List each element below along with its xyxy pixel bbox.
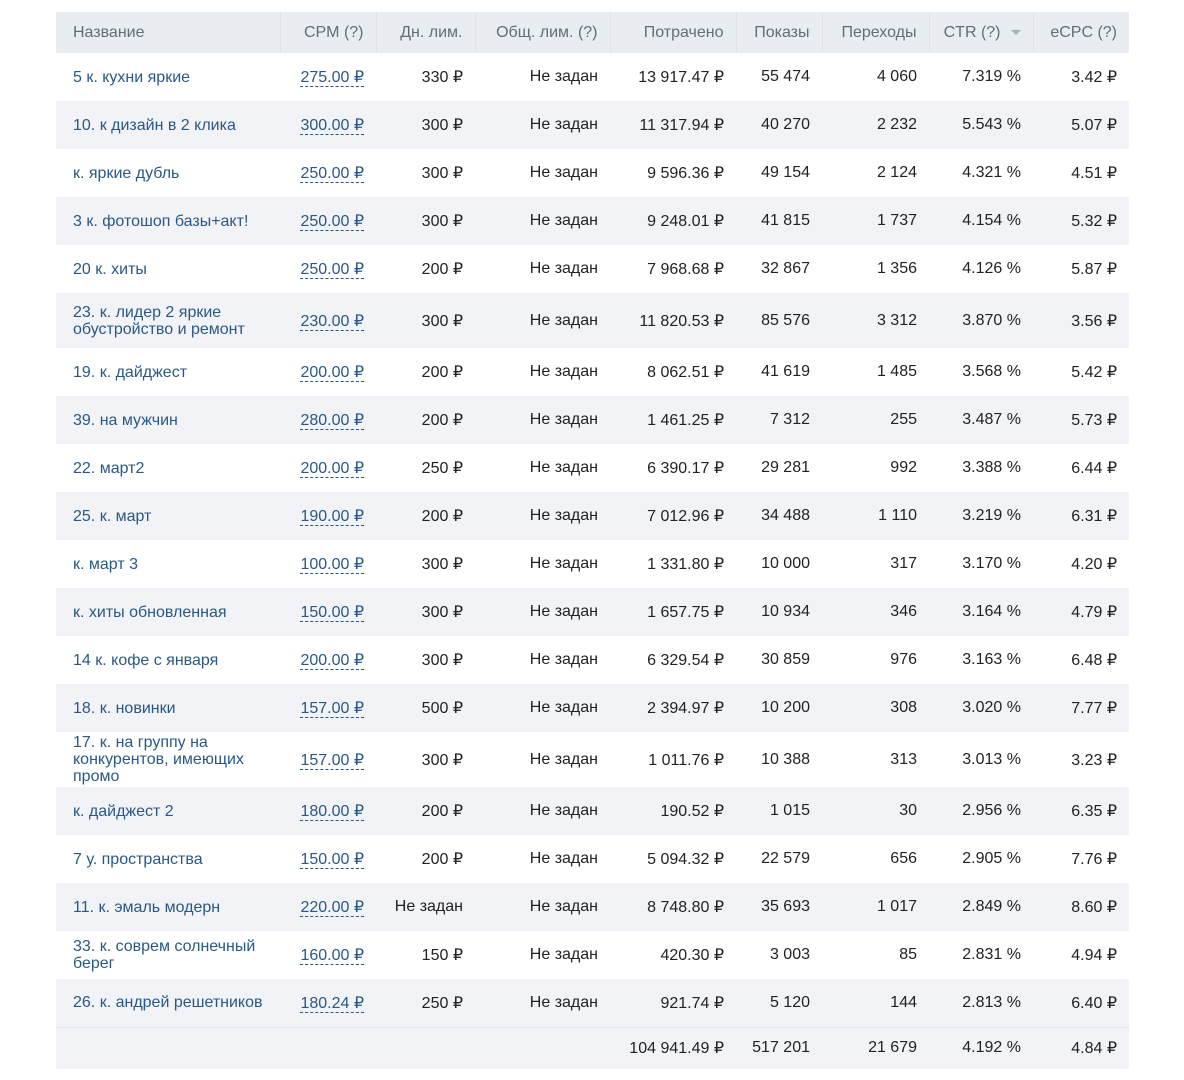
cell-total-limit: Не задан xyxy=(529,212,598,229)
cpm-edit-link[interactable]: 200.00 ₽ xyxy=(300,364,364,381)
cpm-edit-link[interactable]: 190.00 ₽ xyxy=(300,508,364,525)
table-row xyxy=(56,883,1129,931)
cell-ecpc: 7.77 ₽ xyxy=(1071,700,1117,717)
cell-impressions: 55 474 xyxy=(761,68,810,85)
col-header-name[interactable]: Название xyxy=(56,12,280,53)
cell-spent: 6 329.54 ₽ xyxy=(647,652,724,669)
cell-cpm xyxy=(280,492,376,540)
cell-daily-limit: 300 ₽ xyxy=(421,165,463,182)
cell-spent: 11 317.94 ₽ xyxy=(639,117,724,134)
cell-spent: 1 461.25 ₽ xyxy=(647,412,724,429)
cell-cpm xyxy=(280,197,376,245)
campaign-stats-table xyxy=(56,12,1129,1069)
cell-name[interactable]: 7 у. пространства xyxy=(73,850,203,868)
cell-impressions: 10 934 xyxy=(761,603,810,620)
cell-ecpc: 8.60 ₽ xyxy=(1071,899,1117,916)
totals-row xyxy=(56,1027,1129,1069)
table-row xyxy=(56,197,1129,245)
cell-total-limit: Не задан xyxy=(529,603,598,620)
cell-ctr: 2.905 % xyxy=(962,850,1021,867)
table-row xyxy=(56,540,1129,588)
cell-ctr: 2.956 % xyxy=(962,802,1021,819)
cell-ctr: 3.870 % xyxy=(962,311,1021,329)
cpm-edit-link[interactable]: 230.00 ₽ xyxy=(300,312,364,330)
cpm-edit-link[interactable]: 160.00 ₽ xyxy=(300,947,364,964)
cell-ecpc: 5.07 ₽ xyxy=(1071,117,1117,134)
cell-ecpc: 4.79 ₽ xyxy=(1071,604,1117,621)
cell-cpm xyxy=(280,540,376,588)
cpm-edit-link[interactable]: 250.00 ₽ xyxy=(300,261,364,278)
cpm-edit-link[interactable]: 180.00 ₽ xyxy=(300,803,364,820)
cell-clicks: 976 xyxy=(890,651,917,668)
cell-name[interactable]: к. хиты обновленная xyxy=(73,603,227,621)
cell-name[interactable]: 33. к. соврем солнечный берег xyxy=(73,938,256,972)
cell-daily-limit: 330 ₽ xyxy=(421,69,463,86)
cell-impressions: 29 281 xyxy=(761,459,810,476)
cell-cpm xyxy=(280,293,376,348)
cell-clicks: 992 xyxy=(890,459,917,476)
cpm-edit-link[interactable]: 300.00 ₽ xyxy=(300,117,364,134)
cell-name[interactable]: 5 к. кухни яркие xyxy=(73,68,191,86)
cell-name[interactable]: 18. к. новинки xyxy=(73,699,176,717)
cell-cpm xyxy=(280,245,376,293)
cell-spent: 1 657.75 ₽ xyxy=(647,604,724,621)
cell-total-limit: Не задан xyxy=(529,750,598,768)
cell-daily-limit: 300 ₽ xyxy=(421,213,463,230)
cell-impressions: 34 488 xyxy=(761,507,810,524)
col-header-cpm[interactable]: CPM (?) xyxy=(280,12,376,53)
cell-daily-limit: 150 ₽ xyxy=(421,947,463,964)
table-row xyxy=(56,53,1129,101)
col-header-impressions[interactable]: Показы xyxy=(736,12,822,53)
cell-daily-limit: 250 ₽ xyxy=(421,460,463,477)
cpm-edit-link[interactable]: 220.00 ₽ xyxy=(300,899,364,916)
total-clicks: 21 679 xyxy=(868,1039,917,1057)
cell-clicks: 317 xyxy=(890,555,917,572)
cell-spent: 2 394.97 ₽ xyxy=(647,700,724,717)
cell-ecpc: 5.87 ₽ xyxy=(1071,261,1117,278)
cell-cpm xyxy=(280,444,376,492)
cell-ecpc: 5.42 ₽ xyxy=(1071,364,1117,381)
cell-spent: 8 748.80 ₽ xyxy=(647,899,724,916)
cell-ecpc: 6.44 ₽ xyxy=(1071,460,1117,477)
cpm-edit-link[interactable]: 100.00 ₽ xyxy=(300,556,364,573)
cell-cpm xyxy=(280,149,376,197)
cell-impressions: 10 200 xyxy=(761,699,810,716)
cell-impressions: 3 003 xyxy=(769,946,810,963)
cell-spent: 8 062.51 ₽ xyxy=(647,364,724,381)
cell-cpm xyxy=(280,636,376,684)
cell-daily-limit: 300 ₽ xyxy=(421,604,463,621)
cell-cpm xyxy=(280,53,376,101)
cell-impressions: 40 270 xyxy=(761,116,810,133)
table-row xyxy=(56,492,1129,540)
totals-empty xyxy=(376,1027,475,1069)
cpm-edit-link[interactable]: 180.24 ₽ xyxy=(300,994,364,1012)
cell-daily-limit: 200 ₽ xyxy=(421,803,463,820)
cell-total-limit: Не задан xyxy=(529,164,598,181)
cell-impressions: 7 312 xyxy=(769,411,810,428)
cell-impressions: 49 154 xyxy=(761,164,810,181)
cell-ecpc: 7.76 ₽ xyxy=(1071,851,1117,868)
cell-ecpc: 6.31 ₽ xyxy=(1071,508,1117,525)
cell-ctr: 2.831 % xyxy=(962,946,1021,963)
cell-clicks: 308 xyxy=(890,699,917,716)
cell-ecpc: 6.40 ₽ xyxy=(1071,994,1117,1012)
cell-ctr: 3.170 % xyxy=(962,555,1021,572)
cell-daily-limit: 200 ₽ xyxy=(421,261,463,278)
cell-name[interactable]: 11. к. эмаль модерн xyxy=(73,898,221,916)
cell-impressions: 30 859 xyxy=(761,651,810,668)
cell-spent: 6 390.17 ₽ xyxy=(647,460,724,477)
table-row xyxy=(56,684,1129,732)
cell-ctr: 5.543 % xyxy=(962,116,1021,133)
table-row xyxy=(56,636,1129,684)
cpm-edit-link[interactable]: 200.00 ₽ xyxy=(300,460,364,477)
cell-name[interactable]: 14 к. кофе с января xyxy=(73,651,219,669)
cell-daily-limit: 200 ₽ xyxy=(421,508,463,525)
cell-cpm xyxy=(280,101,376,149)
cell-clicks: 346 xyxy=(890,603,917,620)
cpm-edit-link[interactable]: 280.00 ₽ xyxy=(300,412,364,429)
cell-total-limit: Не задан xyxy=(529,651,598,668)
cell-name[interactable]: 10. к дизайн в 2 клика xyxy=(73,116,236,134)
cell-ctr: 3.388 % xyxy=(962,459,1021,476)
cell-clicks: 1 110 xyxy=(878,507,917,524)
cell-impressions: 32 867 xyxy=(761,260,810,277)
cell-cpm xyxy=(280,732,376,787)
cell-total-limit: Не задан xyxy=(529,459,598,476)
cell-total-limit: Не задан xyxy=(529,699,598,716)
cell-impressions: 22 579 xyxy=(761,850,810,867)
cell-ctr: 4.154 % xyxy=(962,212,1021,229)
cpm-edit-link[interactable]: 200.00 ₽ xyxy=(300,652,364,669)
cell-ecpc: 3.42 ₽ xyxy=(1071,69,1117,86)
col-header-ecpc[interactable]: eCPC (?) xyxy=(1033,12,1129,53)
col-header-spent[interactable]: Потрачено xyxy=(610,12,736,53)
table-row xyxy=(56,101,1129,149)
cell-total-limit: Не задан xyxy=(529,260,598,277)
cell-spent: 921.74 ₽ xyxy=(660,994,724,1012)
cell-impressions: 41 815 xyxy=(761,212,810,229)
cell-name[interactable]: 22. март2 xyxy=(73,459,145,477)
cell-total-limit: Не задан xyxy=(529,507,598,524)
cell-clicks: 2 124 xyxy=(876,164,917,181)
cell-spent: 7 012.96 ₽ xyxy=(647,508,724,525)
cell-clicks: 656 xyxy=(890,850,917,867)
cell-cpm xyxy=(280,787,376,835)
cell-ctr: 2.849 % xyxy=(962,898,1021,915)
cell-name[interactable]: 17. к. на группу на конкурентов, имеющих промо xyxy=(73,734,244,785)
cell-daily-limit: 250 ₽ xyxy=(421,994,463,1012)
cell-clicks: 1 737 xyxy=(876,212,917,229)
col-header-total-limit[interactable]: Общ. лим. (?) xyxy=(475,12,610,53)
cell-spent: 9 248.01 ₽ xyxy=(647,213,724,230)
totals-empty xyxy=(56,1027,280,1069)
cell-total-limit: Не задан xyxy=(529,363,598,380)
cpm-edit-link[interactable]: 157.00 ₽ xyxy=(300,700,364,717)
cpm-edit-link[interactable]: 150.00 ₽ xyxy=(300,851,364,868)
cell-clicks: 3 312 xyxy=(876,311,917,329)
cell-name[interactable]: 25. к. март xyxy=(73,507,152,525)
cell-cpm xyxy=(280,588,376,636)
cell-total-limit: Не задан xyxy=(529,898,598,915)
cpm-edit-link[interactable]: 157.00 ₽ xyxy=(300,751,364,769)
cell-clicks: 2 232 xyxy=(876,116,917,133)
col-header-clicks[interactable]: Переходы xyxy=(822,12,929,53)
cell-cpm xyxy=(280,348,376,396)
table-row xyxy=(56,732,1129,787)
cell-total-limit: Не задан xyxy=(529,411,598,428)
campaign-stats-panel xyxy=(56,12,1129,1069)
totals-empty xyxy=(475,1027,610,1069)
table-row xyxy=(56,293,1129,348)
cell-spent: 1 011.76 ₽ xyxy=(648,751,724,769)
col-header-ctr-label: CTR (?) xyxy=(943,23,1001,41)
cell-daily-limit: 200 ₽ xyxy=(421,412,463,429)
cell-spent: 1 331.80 ₽ xyxy=(647,556,724,573)
cell-daily-limit: 300 ₽ xyxy=(421,312,463,330)
cell-daily-limit: 300 ₽ xyxy=(421,652,463,669)
cell-ctr: 4.321 % xyxy=(962,164,1021,181)
cell-daily-limit: 300 ₽ xyxy=(421,751,463,769)
table-row xyxy=(56,835,1129,883)
cell-total-limit: Не задан xyxy=(529,850,598,867)
cell-clicks: 4 060 xyxy=(876,68,917,85)
totals-empty xyxy=(280,1027,376,1069)
total-ecpc: 4.84 ₽ xyxy=(1071,1040,1117,1058)
cell-total-limit: Не задан xyxy=(529,555,598,572)
cell-name[interactable]: 20 к. хиты xyxy=(73,260,147,278)
table-row xyxy=(56,396,1129,444)
table-row xyxy=(56,931,1129,979)
cell-ecpc: 4.51 ₽ xyxy=(1071,165,1117,182)
table-row xyxy=(56,149,1129,197)
table-row xyxy=(56,588,1129,636)
total-spent: 104 941.49 ₽ xyxy=(629,1040,724,1058)
cell-cpm xyxy=(280,396,376,444)
cell-ecpc: 5.73 ₽ xyxy=(1071,412,1117,429)
cell-clicks: 85 xyxy=(899,946,917,963)
sort-desc-icon xyxy=(1011,30,1021,35)
cpm-edit-link[interactable]: 150.00 ₽ xyxy=(300,604,364,621)
cell-cpm xyxy=(280,931,376,979)
cell-clicks: 30 xyxy=(899,802,917,819)
cell-ctr: 3.163 % xyxy=(962,651,1021,668)
cpm-edit-link[interactable]: 250.00 ₽ xyxy=(300,213,364,230)
cell-impressions: 41 619 xyxy=(761,363,810,380)
cell-name[interactable]: 26. к. андрей решетников xyxy=(73,994,263,1012)
cell-total-limit: Не задан xyxy=(529,946,598,963)
cell-cpm xyxy=(280,684,376,732)
cell-name[interactable]: к. март 3 xyxy=(73,555,139,573)
cell-name[interactable]: 3 к. фотошоп базы+акт! xyxy=(73,212,249,230)
cell-daily-limit: 200 ₽ xyxy=(421,851,463,868)
cell-clicks: 255 xyxy=(890,411,917,428)
cell-clicks: 313 xyxy=(890,750,917,768)
cell-total-limit: Не задан xyxy=(529,802,598,819)
cell-spent: 5 094.32 ₽ xyxy=(647,851,724,868)
cell-name[interactable]: 23. к. лидер 2 яркие обустройство и ремонт xyxy=(73,303,245,338)
cell-spent: 420.30 ₽ xyxy=(660,947,724,964)
cell-ecpc: 3.23 ₽ xyxy=(1071,751,1117,769)
cell-total-limit: Не задан xyxy=(529,116,598,133)
cell-ecpc: 5.32 ₽ xyxy=(1071,213,1117,230)
cell-cpm xyxy=(280,883,376,931)
cell-daily-limit: 200 ₽ xyxy=(421,364,463,381)
cpm-edit-link[interactable]: 275.00 ₽ xyxy=(300,69,364,86)
table-row xyxy=(56,979,1129,1027)
cell-spent: 13 917.47 ₽ xyxy=(638,69,724,86)
table-row xyxy=(56,245,1129,293)
cell-impressions: 10 388 xyxy=(761,750,810,768)
cell-clicks: 1 356 xyxy=(876,260,917,277)
cell-ctr: 2.813 % xyxy=(962,993,1021,1011)
cell-ctr: 4.126 % xyxy=(962,260,1021,277)
cell-impressions: 35 693 xyxy=(761,898,810,915)
cell-clicks: 1 485 xyxy=(876,363,917,380)
cell-spent: 7 968.68 ₽ xyxy=(647,261,724,278)
cell-impressions: 5 120 xyxy=(769,993,810,1011)
cell-daily-limit: 500 ₽ xyxy=(421,700,463,717)
cell-ecpc: 6.48 ₽ xyxy=(1071,652,1117,669)
cell-total-limit: Не задан xyxy=(529,311,598,329)
cell-clicks: 1 017 xyxy=(876,898,917,915)
cell-ecpc: 4.94 ₽ xyxy=(1071,947,1117,964)
cell-name[interactable]: 39. на мужчин xyxy=(73,411,178,429)
cell-impressions: 85 576 xyxy=(761,311,810,329)
table-row xyxy=(56,787,1129,835)
cell-impressions: 10 000 xyxy=(761,555,810,572)
cell-cpm xyxy=(280,835,376,883)
cell-name[interactable]: 19. к. дайджест xyxy=(73,363,188,381)
cell-ecpc: 4.20 ₽ xyxy=(1071,556,1117,573)
cell-ctr: 3.568 % xyxy=(962,363,1021,380)
cell-ctr: 7.319 % xyxy=(962,68,1021,85)
table-header-row xyxy=(56,12,1129,53)
cell-cpm xyxy=(280,979,376,1027)
total-ctr: 4.192 % xyxy=(962,1039,1021,1057)
cell-ctr: 3.013 % xyxy=(962,750,1021,768)
table-row xyxy=(56,444,1129,492)
cell-daily-limit: Не задан xyxy=(394,898,463,915)
cell-daily-limit: 300 ₽ xyxy=(421,117,463,134)
col-header-daily-limit[interactable]: Дн. лим. xyxy=(376,12,475,53)
cell-spent: 11 820.53 ₽ xyxy=(639,312,724,330)
cell-daily-limit: 300 ₽ xyxy=(421,556,463,573)
cell-clicks: 144 xyxy=(890,993,917,1011)
col-header-ctr[interactable] xyxy=(929,12,1033,53)
cell-spent: 190.52 ₽ xyxy=(660,803,724,820)
table-row xyxy=(56,348,1129,396)
cell-ctr: 3.487 % xyxy=(962,411,1021,428)
cell-impressions: 1 015 xyxy=(769,802,810,819)
cell-total-limit: Не задан xyxy=(529,68,598,85)
cell-name[interactable]: к. яркие дубль xyxy=(73,164,180,182)
cpm-edit-link[interactable]: 250.00 ₽ xyxy=(300,165,364,182)
cell-total-limit: Не задан xyxy=(529,993,598,1011)
cell-ctr: 3.219 % xyxy=(962,507,1021,524)
cell-ctr: 3.164 % xyxy=(962,603,1021,620)
cell-ecpc: 6.35 ₽ xyxy=(1071,803,1117,820)
cell-spent: 9 596.36 ₽ xyxy=(647,165,724,182)
cell-ecpc: 3.56 ₽ xyxy=(1071,312,1117,330)
cell-name[interactable]: к. дайджест 2 xyxy=(73,802,174,820)
cell-ctr: 3.020 % xyxy=(962,699,1021,716)
total-impressions: 517 201 xyxy=(752,1039,810,1057)
